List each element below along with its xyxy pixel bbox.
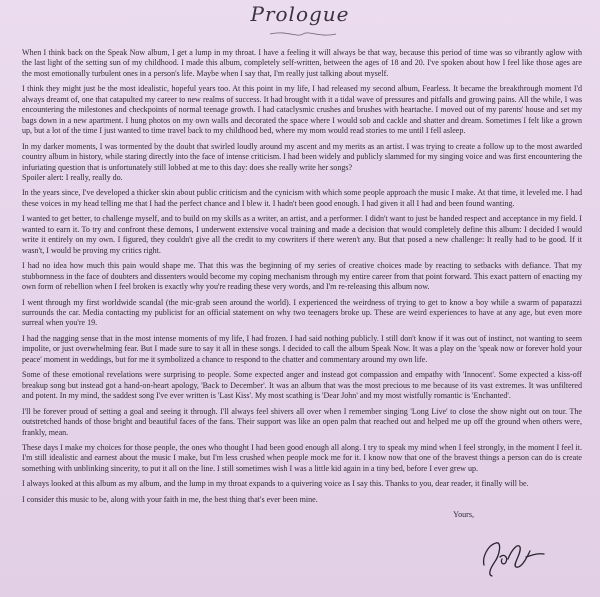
paragraph: I had no idea how much this pain would shape me. That this was the beginning of my series of creative choices made by reacting to setbacks with defiance. That my stubbornness in the face of doubters and dissenters would become my coping mechanism through my entire career from that point forward. This exact pattern of enacting my own form of rebellion when I feel broken is exactly why you're reading these very words, and I'm re-releasing this album now. [22,261,582,292]
paragraph: These days I make my choices for those people, the ones who thought I had been good enough all along. I try to speak my mind when I feel strongly, in the moment I feel it. I'm still idealistic and earnest about the music I make, but I'm less crushed when people mock me for it. I know now that one of the bravest things a person can do is create something with unblinking sincerity, to put it all on the line. I still sometimes wish I was a little kid again in a tiny bed, before I ever grew up. [22,442,582,473]
paragraph: Spoiler alert: I really, really do. [22,172,123,182]
paragraph: I'll be forever proud of setting a goal and seeing it through. I'll always feel shivers all over when I remember singing 'Long Live' to close the show night out on tour. The outstretched hands of those bright and beautiful faces of the fans. Their support was like an open palm that reached out and helped me up off the ground when others were, frankly, mean. [22,406,582,437]
prologue-body [22,48,582,526]
signature-icon [478,535,548,579]
paragraph: Some of these emotional revelations were surprising to people. Some expected anger and instead got compassion and empathy with 'Innocent'. Some expected a kiss-off breakup song but instead got a hand-on-heart apology, 'Back to December'. It was an album that was the most precious to me because of its vast extremes. It was unfiltered and potent. In my mind, the saddest song I've ever written is 'Last Kiss'. My most scathing is 'Dear John' and my most wistfully romantic is 'Enchanted'. [22,370,582,401]
paragraph: When I think back on the Speak Now album, I get a lump in my throat. I have a feeling it will always be that way, because this period of time was so vibrantly aglow with the last light of the setting sun of my childhood. I made this album, completely self-written, between the ages of 18 and 20. I've spoken about how I feel like those ages are the most emotionally turbulent ones in a person's life. Maybe when I say that, I'm really just talking about myself. [22,48,582,78]
paragraph: In my darker moments, I was tormented by the doubt that swirled loudly around my ascent and my merits as an artist. I was trying to create a follow up to the most awarded country album in history, while staring directly into the face of intense criticism. I had been widely and publicly slammed for my singing voice and was first encountering the infuriating question that is unfortunately still lobbed at me to this day: does she really write her songs? [22,141,582,172]
closing-salutation: Yours, [453,510,474,520]
paragraph: I wanted to get better, to challenge myself, and to build on my skills as a writer, an artist, and a performer. I didn't want to just be handed respect and acceptance in my field. I wanted to earn it. To try and confront these demons, I underwent extensive vocal training and made a decision that would completely define this album: I decided I would write it entirely on my own. I figured, they couldn't give all the credit to my cowriters if there weren't any. But that posed a new challenge: It really had to be good. If it wasn't, I would be proving my critics right. [22,214,582,255]
paragraph: I went through my first worldwide scandal (the mic-grab seen around the world). I experienced the weirdness of trying to get to know a boy while a swarm of paparazzi surrounds the car. Media contacting my publicist for an official statement on why two teenagers broke up. These are weird experiences to have at any age, but even more surreal when you're 19. [22,297,582,328]
paragraph: I always looked at this album as my album, and the lump in my throat expands to a quivering voice as I say this. Thanks to you, dear reader, it finally will be. [22,479,529,489]
paragraph: I consider this music to be, along with your faith in me, the best thing that's ever been mine. [22,494,318,504]
title-flourish-icon [268,30,338,38]
paragraph: I think they might just be the most idealistic, hopeful years too. At this point in my life, I had released my second album, Fearless. It became the breakthrough moment I'd always dreamt of, one that catapulted my career to new realms of success. It had brought with it a tidal wave of pressures and pitfalls and growing pains. All the while, I was encountering the milestones and checkpoints of normal teenage growth. I had cataclysmic crushes and brushes with heartache. I moved out of my parents' house and set my bags down in a new apartment. I hung photos on my own walls and decorated the space where I would sob and cackle and shatter and dream. Sometimes I felt like a grown up, but a lot of the time I just wanted to time travel back to my childhood bed, where my mom would read stories to me until I fell asleep. [22,84,582,136]
paragraph: I had the nagging sense that in the most intense moments of my life, I had frozen. I had said nothing publicly. I still don't know if it was out of instinct, not wanting to seem impolite, or just overwhelming fear. But I made sure to say it all in these songs. I decided to call the album Speak Now. It was a play on the 'speak now or forever hold your peace' moment in weddings, but for me it symbolized a chance to respond to the chatter and commentary around my own life. [22,333,582,364]
page-title: Prologue [250,2,350,26]
paragraph: In the years since, I've developed a thicker skin about public criticism and the cynicism with which some people approach the music I make. At that time, it leveled me. I had these voices in my head telling me that I had the perfect chance and I blew it. I hadn't been good enough. I had given it all I had and been found wanting. [22,188,582,208]
